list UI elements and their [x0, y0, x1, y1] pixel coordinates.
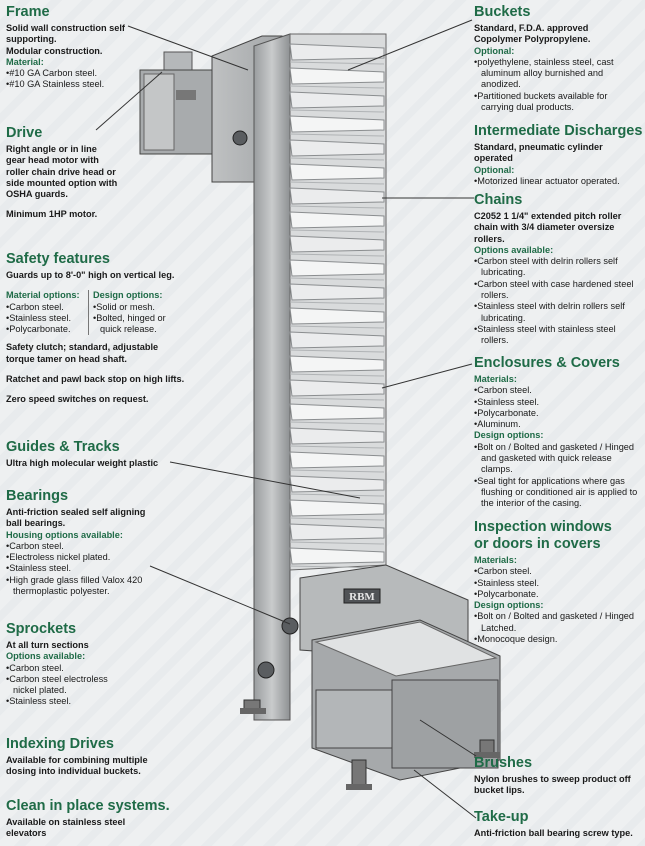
indexing-section: [6, 736, 166, 778]
sprockets-item: • Stainless steel.: [6, 696, 126, 707]
intermediate-title: Intermediate Discharges: [474, 123, 643, 139]
chains-item: • Stainless steel with delrin rollers self lubricating.: [474, 301, 642, 324]
buckets-title: Buckets: [474, 4, 531, 20]
bearings-item: • High grade glass filled Valox 420 thermoplastic polyester.: [6, 575, 154, 598]
drive-line: OSHA guards.: [6, 189, 68, 200]
intermediate-line: Standard, pneumatic cylinder: [474, 142, 603, 152]
frame-line-2: supporting.: [6, 34, 57, 45]
safety-ratchet: Ratchet and pawl back stop on high lifts.: [6, 374, 185, 385]
sprockets-options-label: Options available:: [6, 651, 86, 662]
buckets-line: Copolymer Polypropylene.: [474, 34, 591, 45]
buckets-optional-label: Optional:: [474, 45, 515, 56]
guides-title: Guides & Tracks: [6, 439, 120, 455]
inspection-design-label: Design options:: [474, 600, 544, 611]
chains-item: • Stainless steel with stainless steel rollers.: [474, 324, 642, 347]
enclosures-title: Enclosures & Covers: [474, 355, 620, 371]
inspection-design-item: • Bolt on / Bolted and gasketed / Hinged Latched.: [474, 611, 642, 634]
clean-title: Clean in place systems.: [6, 798, 170, 814]
intermediate-line: operated: [474, 153, 513, 164]
safety-zero-speed: Zero speed switches on request.: [6, 394, 149, 405]
inspection-materials-label: Materials:: [474, 555, 517, 565]
sprockets-item: • Carbon steel electroless nickel plated.: [6, 674, 126, 697]
chains-line: rollers.: [474, 233, 505, 244]
drive-title: Drive: [6, 125, 43, 141]
inspection-material-item: • Polycarbonate.: [474, 589, 642, 600]
enclosures-materials-label: Materials:: [474, 374, 517, 384]
indexing-line: dosing into individual buckets.: [6, 766, 141, 777]
guides-line: Ultra high molecular weight plastic: [6, 458, 159, 468]
safety-material-label: Material options:: [6, 290, 80, 301]
frame-title: Frame: [6, 4, 50, 20]
enclosures-material-item: • Aluminum.: [474, 419, 642, 430]
inspection-material-item: • Carbon steel.: [474, 566, 642, 577]
enclosures-design-label: Design options:: [474, 430, 544, 441]
chains-options-label: Options available:: [474, 244, 554, 255]
drive-section: [6, 125, 156, 221]
chains-line: chain with 3/4 diameter oversize: [474, 222, 615, 233]
chains-line: C2052 1 1/4" extended pitch roller: [474, 211, 622, 221]
intermediate-optional-label: Optional:: [474, 164, 515, 175]
safety-title: Safety features: [6, 251, 110, 267]
buckets-section: [474, 4, 634, 113]
clean-section: [6, 798, 176, 840]
enclosures-material-item: • Carbon steel.: [474, 385, 642, 396]
enclosures-section: [474, 355, 642, 510]
drive-line: roller chain drive head or: [6, 166, 116, 177]
safety-material-item: • Carbon steel.: [6, 302, 85, 313]
frame-material-label: Material:: [6, 56, 44, 67]
safety-design-item: • Solid or mesh.: [93, 302, 175, 313]
enclosures-material-item: • Polycarbonate.: [474, 408, 642, 419]
frame-line-3: Modular construction.: [6, 45, 103, 56]
frame-section: [6, 4, 156, 91]
inspection-material-item: • Stainless steel.: [474, 578, 642, 589]
safety-line: Guards up to 8'-0" high on vertical leg.: [6, 270, 175, 280]
takeup-section: [474, 809, 642, 839]
inspection-design-item: • Monocoque design.: [474, 634, 642, 645]
drive-line: gear head motor with: [6, 155, 99, 166]
chains-title: Chains: [474, 192, 523, 208]
buckets-item: • polyethylene, stainless steel, cast aluminum alloy burnished and anodized.: [474, 57, 634, 91]
sprockets-item: • Carbon steel.: [6, 663, 126, 674]
guides-section: [6, 439, 181, 469]
sprockets-section: [6, 621, 126, 708]
buckets-item: • Partitioned buckets available for carrying dual products.: [474, 91, 634, 114]
enclosures-material-item: • Stainless steel.: [474, 397, 642, 408]
safety-clutch: Safety clutch; standard, adjustable: [6, 342, 159, 353]
buckets-line: Standard, F.D.A. approved: [474, 23, 589, 33]
safety-material-options: [6, 290, 89, 335]
bearings-item: • Electroless nickel plated.: [6, 552, 154, 563]
enclosures-design-item: • Seal tight for applications where gas flushing or conditioned air is applied to the interior of the casing.: [474, 476, 642, 510]
safety-section: [6, 251, 191, 406]
drive-note: Minimum 1HP motor.: [6, 209, 98, 220]
safety-design-options: [89, 290, 175, 335]
safety-design-label: Design options:: [93, 290, 163, 301]
frame-line-1: Solid wall construction self: [6, 23, 125, 33]
bearings-item: • Stainless steel.: [6, 563, 154, 574]
drive-line: side mounted option with: [6, 177, 118, 188]
brushes-line: Nylon brushes to sweep product off: [474, 774, 631, 784]
drive-line: Right angle or in line: [6, 144, 97, 154]
safety-material-item: • Polycarbonate.: [6, 324, 85, 335]
brushes-section: [474, 755, 642, 797]
enclosures-design-item: • Bolt on / Bolted and gasketed / Hinged and gasketed with quick release clamps.: [474, 442, 642, 476]
takeup-line: Anti-friction ball bearing screw type.: [474, 828, 633, 838]
chains-item: • Carbon steel with case hardened steel rollers.: [474, 279, 642, 302]
bearings-item: • Carbon steel.: [6, 541, 154, 552]
intermediate-section: [474, 123, 642, 187]
brushes-line: bucket lips.: [474, 785, 525, 796]
inspection-title-1: Inspection windows: [474, 519, 612, 535]
inspection-title-2: or doors in covers: [474, 536, 601, 552]
vertical-leg: [254, 34, 290, 720]
frame-material-item: • #10 GA Stainless steel.: [6, 79, 156, 90]
indexing-title: Indexing Drives: [6, 736, 114, 752]
clean-line: Available on stainless steel: [6, 817, 126, 827]
safety-material-item: • Stainless steel.: [6, 313, 85, 324]
chains-section: [474, 192, 642, 347]
sprockets-title: Sprockets: [6, 621, 77, 637]
chains-item: • Carbon steel with delrin rollers self lubricating.: [474, 256, 642, 279]
inspection-section: [474, 519, 642, 645]
safety-clutch: torque tamer on head shaft.: [6, 353, 127, 364]
bearings-line: ball bearings.: [6, 518, 66, 529]
bearings-title: Bearings: [6, 488, 69, 504]
safety-design-item: • Bolted, hinged or quick release.: [93, 313, 175, 336]
bearings-line: Anti-friction sealed self aligning: [6, 507, 146, 517]
frame-material-item: • #10 GA Carbon steel.: [6, 68, 156, 79]
bearings-housing-label: Housing options available:: [6, 529, 123, 540]
clean-line: elevators: [6, 828, 47, 839]
brushes-title: Brushes: [474, 755, 533, 771]
takeup-title: Take-up: [474, 809, 529, 825]
brand-plate-text: RBM: [349, 591, 375, 603]
intermediate-item: • Motorized linear actuator operated.: [474, 176, 642, 187]
sprockets-line: At all turn sections: [6, 640, 89, 650]
bearings-section: [6, 488, 154, 597]
indexing-line: Available for combining multiple: [6, 755, 148, 765]
